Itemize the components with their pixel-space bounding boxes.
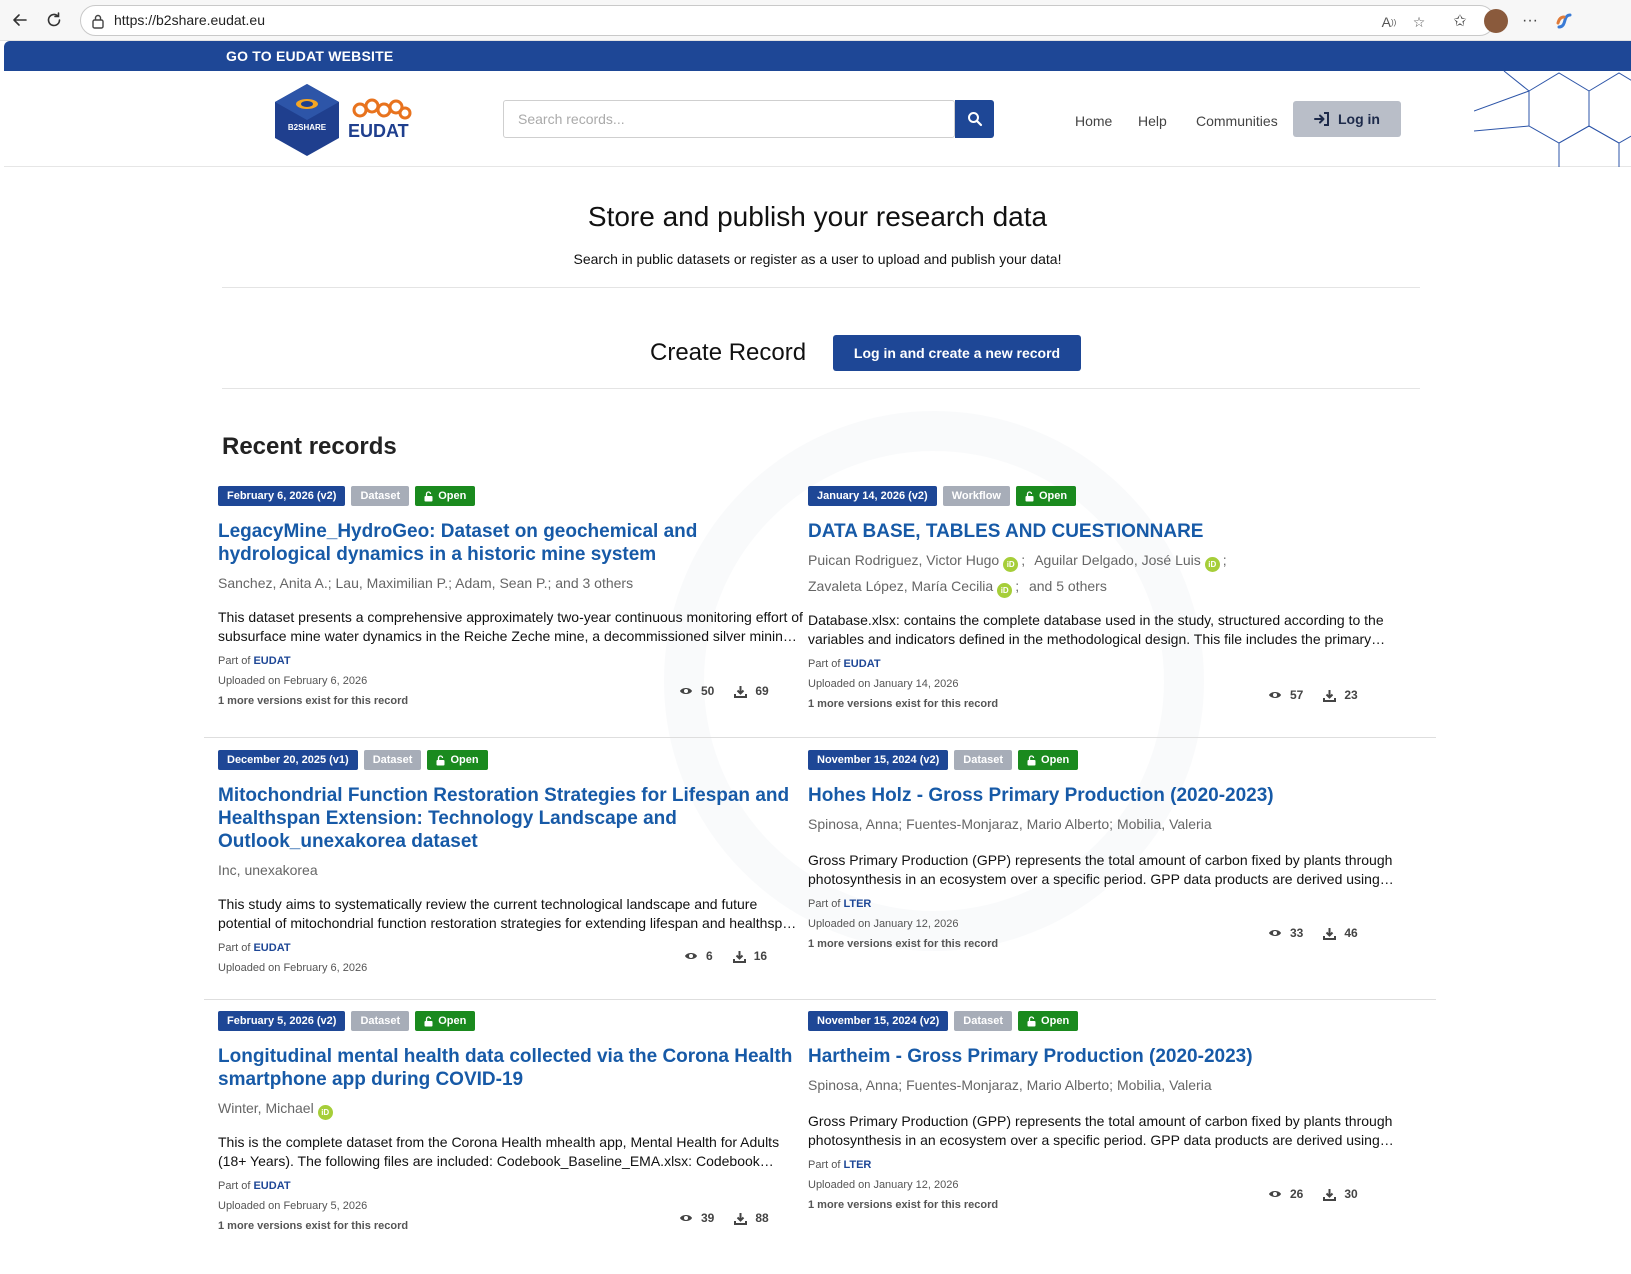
reload-icon[interactable] bbox=[42, 8, 66, 32]
record-stats bbox=[1268, 1187, 1358, 1201]
download-icon bbox=[1323, 927, 1336, 940]
download-icon bbox=[1323, 1188, 1336, 1201]
unlock-icon bbox=[424, 491, 433, 502]
divider bbox=[222, 287, 1420, 288]
record-uploaded: Uploaded on February 6, 2026 bbox=[218, 675, 368, 687]
copilot-icon[interactable] bbox=[1551, 8, 1577, 34]
record-stats bbox=[1268, 688, 1358, 702]
record-authors: Inc, unexakorea bbox=[218, 862, 318, 878]
community-link[interactable]: LTER bbox=[843, 898, 872, 910]
type-badge: Workflow bbox=[943, 486, 1010, 506]
record-card bbox=[808, 750, 1398, 954]
record-more-versions[interactable]: 1 more versions exist for this record bbox=[808, 938, 999, 950]
svg-text:EUDAT: EUDAT bbox=[348, 121, 409, 141]
record-description: Gross Primary Production (GPP) represents the total amount of carbon fixed by plants through photosynthesis in an ecosystem over a specific period. GPP data products are derived using… bbox=[808, 852, 1394, 887]
record-authors: Puican Rodriguez, Victor Hugo iD ; Aguilar Delgado, José Luis iD ; Zavaleta López, María Cecilia iD ; and 5 others bbox=[808, 547, 1398, 599]
record-title-link[interactable]: Hartheim - Gross Primary Production (2020-2023) bbox=[808, 1046, 1253, 1067]
views-stat: 26 bbox=[1268, 1187, 1303, 1201]
create-record-label: Create Record bbox=[650, 339, 807, 366]
unlock-icon bbox=[1027, 755, 1036, 766]
nav-help[interactable]: Help bbox=[1138, 113, 1167, 129]
date-badge: February 6, 2026 (v2) bbox=[218, 486, 345, 506]
address-bar[interactable] bbox=[80, 5, 1495, 36]
record-authors: Winter, Michael iD bbox=[218, 1095, 808, 1121]
views-stat: 39 bbox=[679, 1211, 714, 1225]
svg-text:B2SHARE: B2SHARE bbox=[287, 123, 327, 132]
record-more-versions[interactable]: 1 more versions exist for this record bbox=[808, 698, 999, 710]
date-badge: December 20, 2025 (v1) bbox=[218, 750, 358, 770]
record-card bbox=[808, 486, 1398, 714]
downloads-stat: 16 bbox=[733, 949, 767, 963]
record-stats bbox=[1268, 926, 1358, 940]
more-menu-icon[interactable]: ··· bbox=[1522, 12, 1538, 29]
url-text: https://b2share.eudat.eu bbox=[114, 12, 265, 28]
downloads-stat: 46 bbox=[1323, 926, 1357, 940]
download-icon bbox=[734, 1212, 747, 1225]
views-stat: 57 bbox=[1268, 688, 1303, 702]
downloads-stat: 30 bbox=[1323, 1187, 1357, 1201]
type-badge: Dataset bbox=[351, 486, 409, 506]
hero-title: Store and publish your research data bbox=[587, 201, 1048, 232]
record-card bbox=[218, 1011, 808, 1236]
record-community: Part of LTER bbox=[808, 1159, 872, 1171]
search-icon bbox=[967, 111, 983, 127]
record-more-versions[interactable]: 1 more versions exist for this record bbox=[808, 1199, 999, 1211]
downloads-stat: 88 bbox=[734, 1211, 768, 1225]
record-authors: Sanchez, Anita A.; Lau, Maximilian P.; Adam, Sean P.; and 3 others bbox=[218, 575, 634, 591]
downloads-stat: 69 bbox=[734, 684, 768, 698]
search-button[interactable] bbox=[955, 100, 994, 138]
community-link[interactable]: EUDAT bbox=[253, 942, 291, 954]
record-community: Part of EUDAT bbox=[808, 658, 881, 670]
orcid-icon[interactable]: iD bbox=[1003, 557, 1018, 572]
record-more-versions[interactable]: 1 more versions exist for this record bbox=[218, 1220, 409, 1232]
read-aloud-icon[interactable]: A )) bbox=[1381, 14, 1397, 30]
download-icon bbox=[1323, 689, 1336, 702]
recent-records-title: Recent records bbox=[222, 433, 397, 460]
open-access-badge: Open bbox=[415, 1011, 475, 1031]
eye-icon bbox=[1268, 690, 1282, 700]
community-link[interactable]: EUDAT bbox=[843, 658, 881, 670]
search-field bbox=[503, 100, 955, 138]
record-more-versions[interactable]: 1 more versions exist for this record bbox=[218, 695, 409, 707]
search-input[interactable] bbox=[504, 101, 954, 137]
record-uploaded: Uploaded on January 12, 2026 bbox=[808, 918, 959, 930]
record-card bbox=[218, 486, 808, 711]
unlock-icon bbox=[424, 1016, 433, 1027]
type-badge: Dataset bbox=[954, 750, 1012, 770]
site-header bbox=[4, 71, 1631, 167]
row-divider bbox=[204, 737, 1436, 738]
record-card bbox=[808, 1011, 1398, 1215]
create-record-button[interactable]: Log in and create a new record bbox=[833, 335, 1081, 371]
unlock-icon bbox=[1025, 491, 1034, 502]
open-access-badge: Open bbox=[1016, 486, 1076, 506]
record-community: Part of LTER bbox=[808, 898, 872, 910]
sign-in-icon bbox=[1314, 112, 1330, 126]
back-arrow-icon[interactable] bbox=[8, 8, 32, 32]
community-link[interactable]: LTER bbox=[843, 1159, 872, 1171]
record-description: This study aims to systematically review the current technological landscape and future potential of mitochondrial function restoration strategies for extending lifespan and healthsp… bbox=[218, 896, 797, 931]
nav-home[interactable]: Home bbox=[1075, 113, 1113, 129]
record-title-link[interactable]: Longitudinal mental health data collected via the Corona Health smartphone app during COVID-19 bbox=[218, 1046, 793, 1090]
record-uploaded: Uploaded on January 12, 2026 bbox=[808, 1179, 959, 1191]
browser-toolbar bbox=[0, 0, 1631, 41]
b2share-eudat-logo[interactable] bbox=[274, 82, 424, 158]
record-title-link[interactable]: Mitochondrial Function Restoration Strategies for Lifespan and Healthspan Extension: Technology Landscape and Outlook_unexakorea dataset bbox=[218, 785, 790, 852]
nav-communities[interactable]: Communities bbox=[1196, 113, 1278, 129]
record-description: Database.xlsx: contains the complete database used in the study, structured according to the variables and indicators defined in the methodological design. This file includes the primary… bbox=[808, 612, 1386, 647]
open-access-badge: Open bbox=[1018, 750, 1078, 770]
community-link[interactable]: EUDAT bbox=[253, 1180, 291, 1192]
eye-icon bbox=[1268, 928, 1282, 938]
login-label: Log in bbox=[1338, 111, 1380, 127]
record-community: Part of EUDAT bbox=[218, 655, 291, 667]
date-badge: February 5, 2026 (v2) bbox=[218, 1011, 345, 1031]
record-authors: Spinosa, Anna; Fuentes-Monjaraz, Mario Alberto; Mobilia, Valeria bbox=[808, 1077, 1212, 1093]
eye-icon bbox=[679, 686, 693, 696]
type-badge: Dataset bbox=[351, 1011, 409, 1031]
record-title-link[interactable]: DATA BASE, TABLES AND CUESTIONNARE bbox=[808, 521, 1204, 542]
record-authors: Spinosa, Anna; Fuentes-Monjaraz, Mario Alberto; Mobilia, Valeria bbox=[808, 816, 1212, 832]
login-button[interactable] bbox=[1293, 101, 1401, 137]
type-badge: Dataset bbox=[954, 1011, 1012, 1031]
favorite-star-icon[interactable]: ☆ bbox=[1412, 13, 1426, 30]
row-divider bbox=[204, 999, 1436, 1000]
date-badge: November 15, 2024 (v2) bbox=[808, 750, 948, 770]
orcid-icon[interactable]: iD bbox=[997, 583, 1012, 598]
download-icon bbox=[733, 950, 746, 963]
eye-icon bbox=[1268, 1189, 1282, 1199]
record-stats bbox=[679, 684, 769, 698]
record-stats bbox=[679, 1211, 769, 1225]
go-to-eudat-link[interactable]: GO TO EUDAT WEBSITE bbox=[226, 48, 394, 64]
open-access-badge: Open bbox=[1018, 1011, 1078, 1031]
open-access-badge: Open bbox=[427, 750, 487, 770]
eye-icon bbox=[684, 951, 698, 961]
record-uploaded: Uploaded on February 6, 2026 bbox=[218, 962, 368, 974]
views-stat: 33 bbox=[1268, 926, 1303, 940]
record-community: Part of EUDAT bbox=[218, 1180, 291, 1192]
orcid-icon[interactable]: iD bbox=[318, 1105, 333, 1120]
record-title-link[interactable]: LegacyMine_HydroGeo: Dataset on geochemical and hydrological dynamics in a historic mine system bbox=[218, 521, 698, 565]
date-badge: November 15, 2024 (v2) bbox=[808, 1011, 948, 1031]
record-description: This is the complete dataset from the Corona Health mhealth app, Mental Health for Adults (18+ Years). The following files are included: Codebook_Baseline_EMA.xlsx: Codebook… bbox=[218, 1134, 780, 1169]
record-description: This dataset presents a comprehensive approximately two-year continuous monitoring effort of subsurface mine water dynamics in the Reiche Zeche mine, a decommissioned silver minin… bbox=[218, 609, 803, 644]
divider bbox=[222, 388, 1420, 389]
record-community: Part of EUDAT bbox=[218, 942, 291, 954]
eye-icon bbox=[679, 1213, 693, 1223]
downloads-stat: 23 bbox=[1323, 688, 1357, 702]
unlock-icon bbox=[436, 755, 445, 766]
views-stat: 6 bbox=[684, 949, 713, 963]
hexagon-decoration bbox=[1474, 71, 1631, 167]
record-description: Gross Primary Production (GPP) represents the total amount of carbon fixed by plants through photosynthesis in an ecosystem over a specific period. GPP data products are derived using… bbox=[808, 1113, 1394, 1148]
open-access-badge: Open bbox=[415, 486, 475, 506]
record-stats bbox=[684, 949, 767, 963]
record-title-link[interactable]: Hohes Holz - Gross Primary Production (2020-2023) bbox=[808, 785, 1274, 806]
hero-subtitle: Search in public datasets or register as a user to upload and publish your data! bbox=[573, 251, 1062, 267]
profile-avatar[interactable] bbox=[1483, 8, 1509, 34]
orcid-icon[interactable]: iD bbox=[1205, 557, 1220, 572]
lock-icon bbox=[91, 13, 105, 34]
record-card bbox=[218, 750, 808, 978]
record-uploaded: Uploaded on February 5, 2026 bbox=[218, 1200, 368, 1212]
type-badge: Dataset bbox=[364, 750, 422, 770]
favorites-icon[interactable]: ✩ bbox=[1453, 13, 1467, 30]
date-badge: January 14, 2026 (v2) bbox=[808, 486, 937, 506]
views-stat: 50 bbox=[679, 684, 714, 698]
record-uploaded: Uploaded on January 14, 2026 bbox=[808, 678, 959, 690]
eudat-top-strip bbox=[4, 41, 1631, 71]
unlock-icon bbox=[1027, 1016, 1036, 1027]
download-icon bbox=[734, 685, 747, 698]
page bbox=[4, 41, 1631, 1274]
community-link[interactable]: EUDAT bbox=[253, 655, 291, 667]
